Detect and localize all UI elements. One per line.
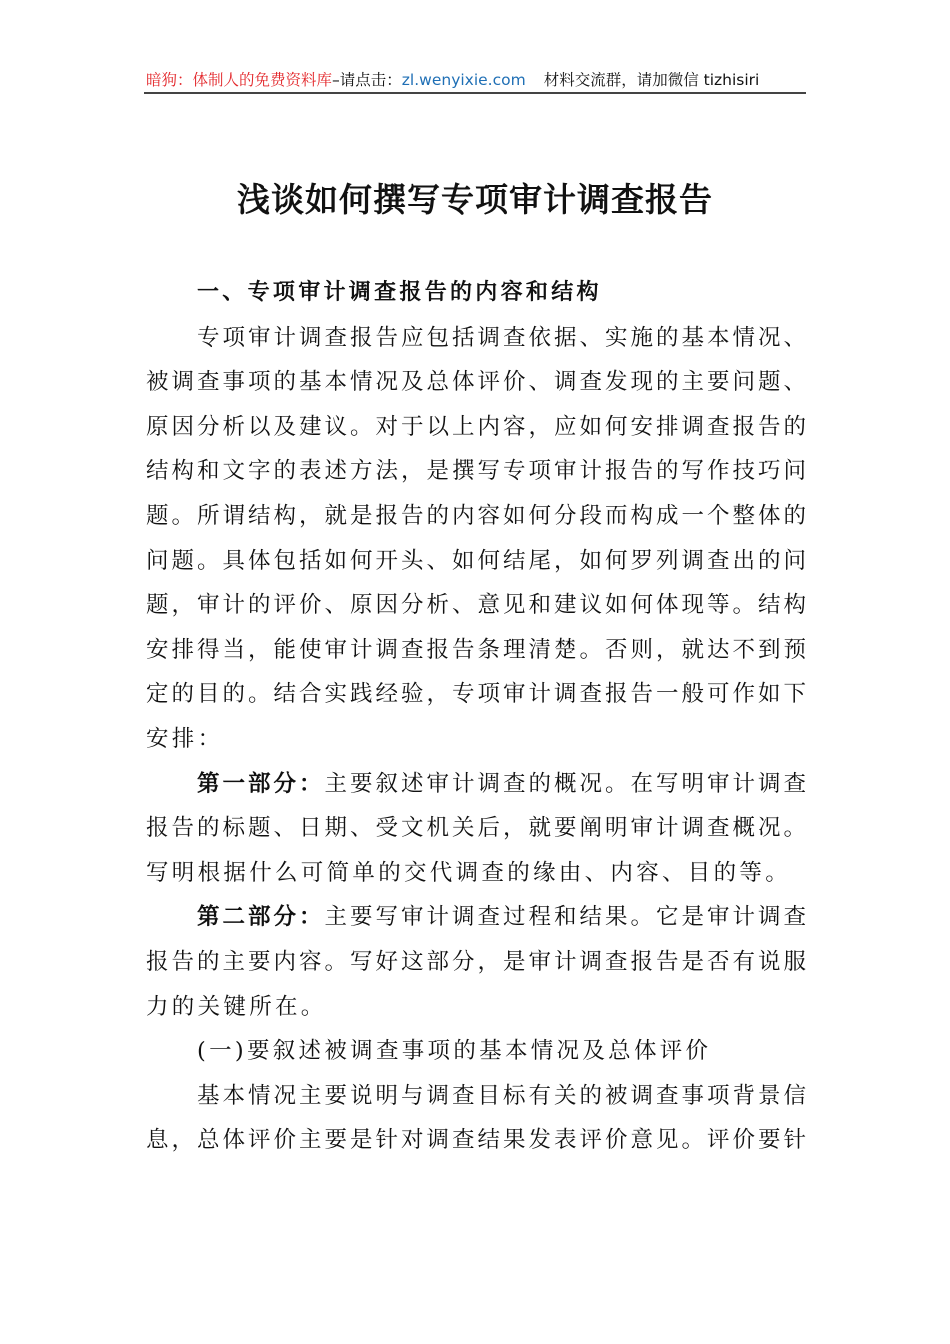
bold-label: 第二部分： bbox=[197, 904, 325, 931]
page-header bbox=[146, 68, 806, 90]
text-line bbox=[146, 992, 806, 1022]
line-text: 主要写审计调查过程和结果。它是审计调查 bbox=[324, 904, 806, 931]
text-line bbox=[146, 1125, 806, 1155]
text-line bbox=[146, 679, 806, 709]
text-line bbox=[197, 1081, 806, 1111]
text-line bbox=[146, 412, 806, 442]
line-text: 力的关键所在。 bbox=[146, 993, 327, 1020]
text-line bbox=[146, 858, 806, 888]
section-heading bbox=[197, 278, 806, 308]
line-text: 报告的主要内容。写好这部分，是审计调查报告是否有说服 bbox=[146, 949, 806, 975]
text-line bbox=[197, 769, 806, 799]
line-text: 息，总体评价主要是针对调查结果发表评价意见。评价要针 bbox=[146, 1127, 806, 1154]
text-line bbox=[197, 1036, 806, 1066]
line-text: 安排： bbox=[146, 726, 224, 752]
text-line bbox=[146, 947, 806, 977]
text-line bbox=[146, 724, 806, 754]
text-line bbox=[146, 590, 806, 620]
line-text: 报告的标题、日期、受文机关后，就要阐明审计调查概况。 bbox=[146, 815, 806, 842]
line-text: 基本情况主要说明与调查目标有关的被调查事项背景信 bbox=[197, 1082, 806, 1109]
header-contact: 材料交流群，请加微信 tizhisiri bbox=[543, 71, 760, 89]
text-line bbox=[197, 323, 806, 353]
text-line bbox=[146, 635, 806, 665]
line-text: 写明根据什么可简单的交代调查的缘由、内容、目的等。 bbox=[146, 859, 792, 886]
line-text: 主要叙述审计调查的概况。在写明审计调查 bbox=[324, 770, 806, 797]
header-divider bbox=[144, 92, 806, 94]
line-text: 原因分析以及建议。对于以上内容，应如何安排调查报告的 bbox=[146, 413, 806, 440]
line-text: 专项审计调查报告应包括调查依据、实施的基本情况、 bbox=[197, 324, 806, 351]
text-line bbox=[146, 456, 806, 486]
bold-label: 第一部分： bbox=[197, 770, 325, 797]
line-text: 结构和文字的表述方法，是撰写专项审计报告的写作技巧问 bbox=[146, 458, 806, 485]
text-line bbox=[197, 902, 806, 932]
text-line bbox=[146, 546, 806, 576]
line-text: 定的目的。结合实践经验，专项审计调查报告一般可作如下 bbox=[146, 681, 806, 708]
text-line bbox=[146, 813, 806, 843]
line-text: (一)要叙述被调查事项的基本情况及总体评价 bbox=[197, 1038, 712, 1065]
line-text: 题，审计的评价、原因分析、意见和建议如何体现等。结构 bbox=[146, 592, 806, 619]
header-link[interactable]: zl.wenyixie.com bbox=[401, 71, 526, 89]
text-line bbox=[146, 367, 806, 397]
line-text: 一、专项审计调查报告的内容和结构 bbox=[197, 280, 602, 305]
line-text: 被调查事项的基本情况及总体评价、调查发现的主要问题、 bbox=[146, 369, 806, 396]
document-title: 浅谈如何撰写专项审计调查报告 bbox=[237, 180, 713, 219]
header-promo: 暗狗：体制人的免费资料库 bbox=[146, 71, 333, 89]
line-text: 问题。具体包括如何开头、如何结尾，如何罗列调查出的问 bbox=[146, 547, 806, 574]
header-click-text: –请点击： bbox=[332, 71, 402, 89]
line-text: 题。所谓结构，就是报告的内容如何分段而构成一个整体的 bbox=[146, 503, 806, 529]
text-line bbox=[146, 501, 806, 531]
line-text: 安排得当，能使审计调查报告条理清楚。否则，就达不到预 bbox=[146, 636, 806, 663]
